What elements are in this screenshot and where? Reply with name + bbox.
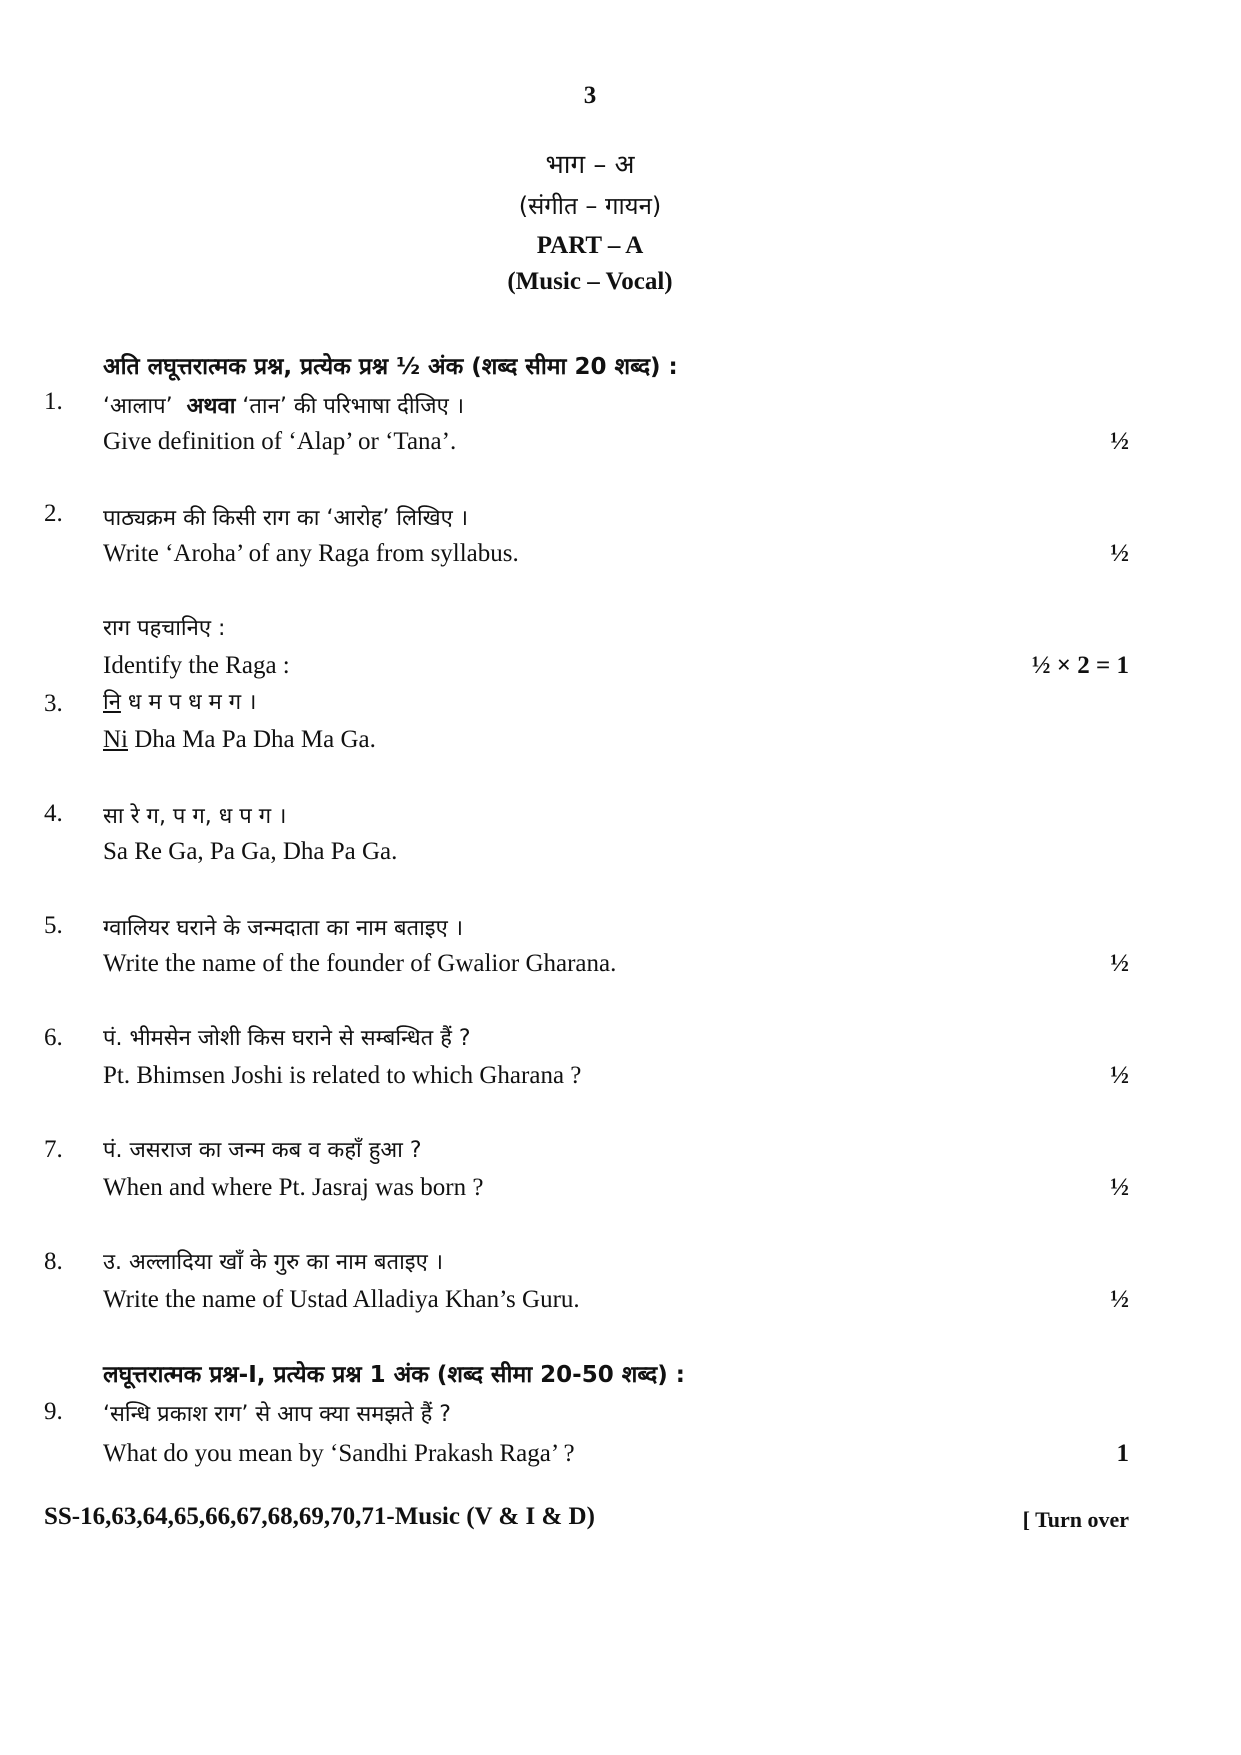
question-text-hindi: पाठ्यक्रम की किसी राग का ‘आरोह’ लिखिए ।	[103, 506, 469, 531]
subject-title-hindi: (संगीत – गायन)	[518, 192, 662, 220]
question-text-hindi: ग्वालियर घराने के जन्मदाता का नाम बताइए ।	[103, 916, 464, 941]
page-number: 3	[583, 82, 597, 109]
question-text-hindi-or: अथवा	[186, 394, 236, 419]
question-text-hindi: पं. जसराज का जन्म कब व कहाँ हुआ ?	[103, 1138, 422, 1163]
question-text-english: Write the name of Ustad Alladiya Khan’s Guru.	[103, 1286, 580, 1313]
question-text-english: Write the name of the founder of Gwalior Gharana.	[103, 950, 617, 977]
question-number: 3.	[44, 690, 63, 717]
part-title-english: PART – A	[536, 232, 644, 259]
identify-raga-marks: ½ × 2 = 1	[1031, 652, 1129, 679]
question-text-english: Give definition of ‘Alap’ or ‘Tana’.	[103, 428, 457, 455]
question-text-hindi: ‘सन्धि प्रकाश राग’ से आप क्या समझते हैं ?	[103, 1402, 451, 1427]
question-number: 4.	[44, 800, 63, 827]
question-marks: ½	[1110, 428, 1129, 455]
question-text-english: Write ‘Aroha’ of any Raga from syllabus.	[103, 540, 519, 567]
question-number: 6.	[44, 1024, 63, 1051]
question-text-hindi: सा रे ग, प ग, ध प ग ।	[103, 804, 287, 829]
notation-rest: Dha Ma Pa Dha Ma Ga.	[128, 726, 376, 753]
question-text-hindi	[103, 390, 464, 420]
question-text-hindi	[103, 686, 256, 716]
question-number: 2.	[44, 500, 63, 527]
question-number: 9.	[44, 1398, 63, 1425]
question-text-hindi-part: ‘आलाप’	[103, 394, 173, 419]
notation-komal-ni: नि	[103, 690, 121, 715]
question-number: 1.	[44, 388, 63, 415]
question-text-hindi: पं. भीमसेन जोशी किस घराने से सम्बन्धित हैं ?	[103, 1026, 471, 1051]
part-title-hindi: भाग – अ	[545, 150, 635, 180]
question-text-hindi-part: ‘तान’ की परिभाषा दीजिए ।	[242, 394, 465, 419]
turn-over-note: [ Turn over	[1022, 1507, 1129, 1532]
section-heading-short-answer: लघूत्तरात्मक प्रश्न-I, प्रत्येक प्रश्न 1 अंक (शब्द सीमा 20-50 शब्द) :	[103, 1362, 685, 1388]
question-text-english: Sa Re Ga, Pa Ga, Dha Pa Ga.	[103, 838, 398, 865]
notation-komal-ni: Ni	[103, 726, 128, 753]
subject-title-english: (Music – Vocal)	[507, 268, 673, 295]
question-text-english	[103, 726, 376, 754]
question-text-english: When and where Pt. Jasraj was born ?	[103, 1174, 484, 1201]
question-marks: ½	[1110, 540, 1129, 567]
question-marks: ½	[1110, 1174, 1129, 1201]
identify-raga-english: Identify the Raga :	[103, 652, 290, 679]
question-text-english: What do you mean by ‘Sandhi Prakash Raga’ ?	[103, 1440, 575, 1467]
question-marks: 1	[1116, 1440, 1129, 1467]
question-marks: ½	[1110, 950, 1129, 977]
question-number: 8.	[44, 1248, 63, 1275]
question-number: 7.	[44, 1136, 63, 1163]
question-text-hindi: उ. अल्लादिया खाँ के गुरु का नाम बताइए ।	[103, 1250, 444, 1275]
notation-rest: ध म प ध म ग ।	[120, 690, 257, 715]
paper-code: SS-16,63,64,65,66,67,68,69,70,71-Music (V & I & D)	[44, 1503, 595, 1530]
question-marks: ½	[1110, 1286, 1129, 1313]
question-number: 5.	[44, 912, 63, 939]
question-marks: ½	[1110, 1062, 1129, 1089]
section-heading-very-short: अति लघूत्तरात्मक प्रश्न, प्रत्येक प्रश्न ½ अंक (शब्द सीमा 20 शब्द) :	[103, 354, 678, 380]
question-text-english: Pt. Bhimsen Joshi is related to which Gharana ?	[103, 1062, 582, 1089]
identify-raga-hindi: राग पहचानिए :	[103, 616, 226, 641]
